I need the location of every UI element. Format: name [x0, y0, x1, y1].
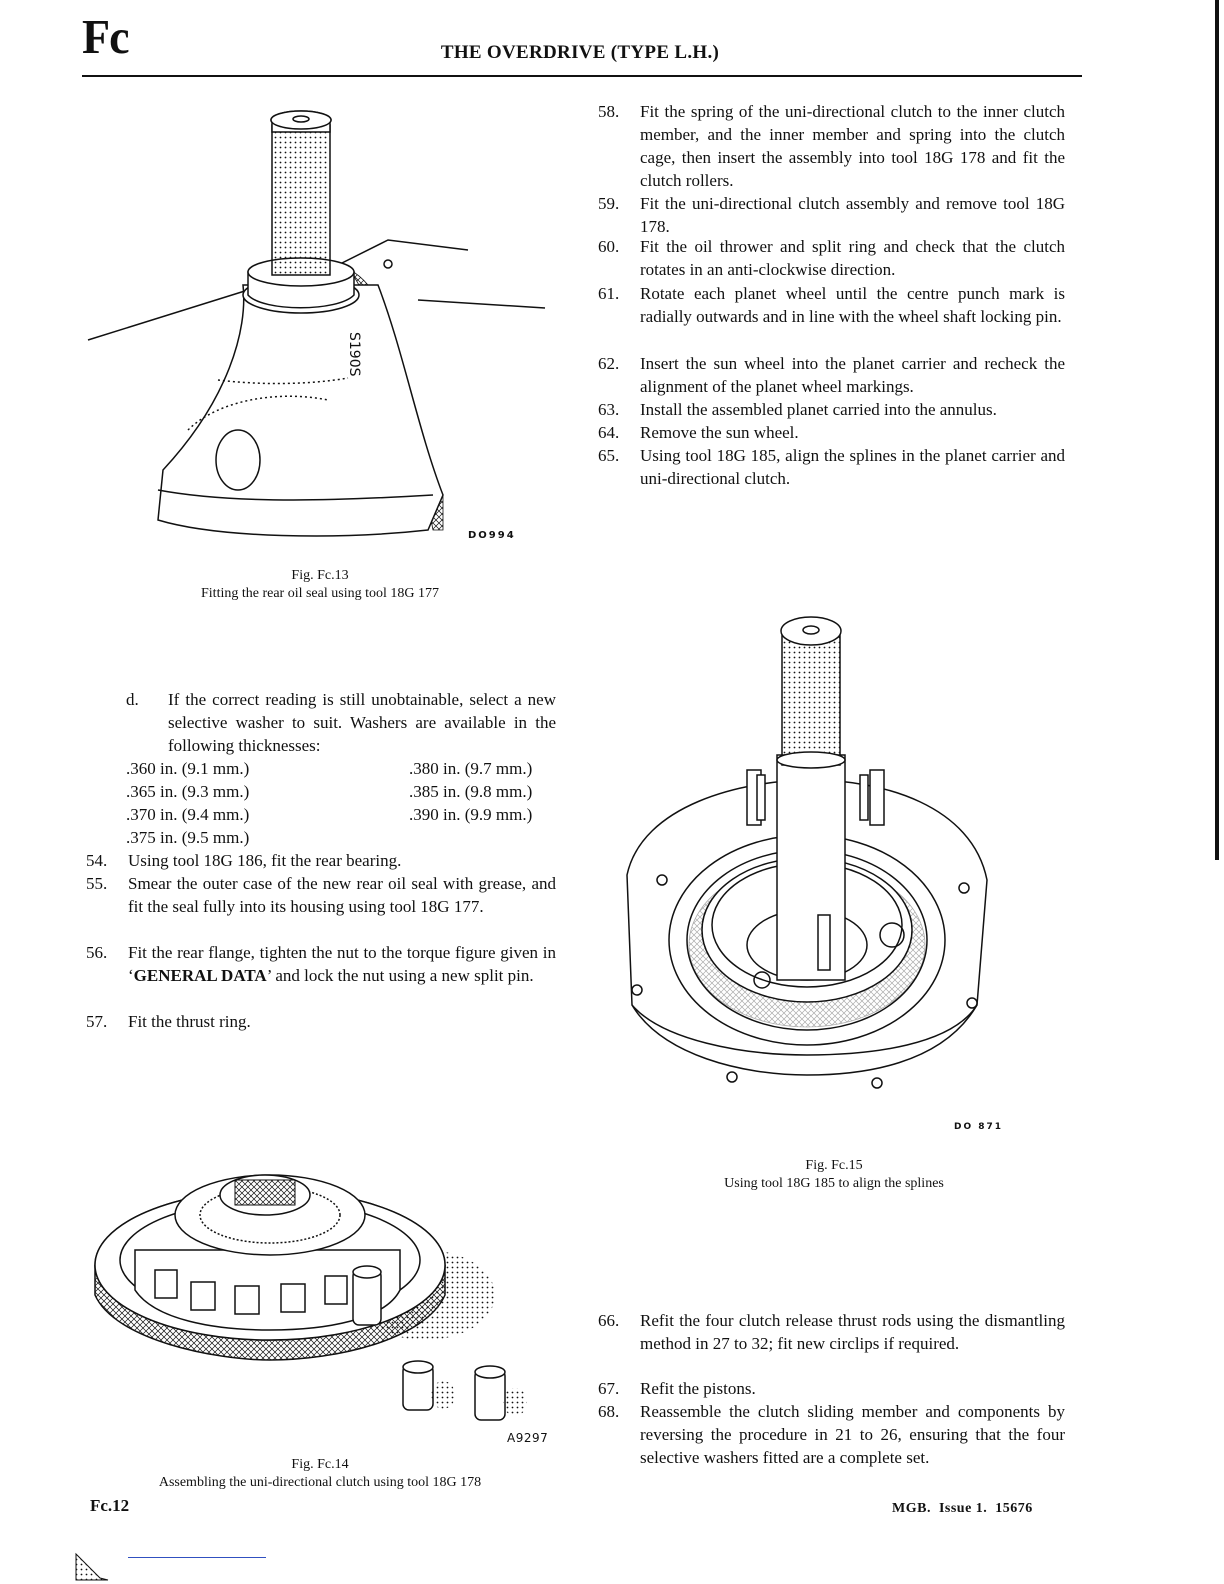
step-number: 65. — [598, 446, 620, 465]
figure-fc15-illustration — [622, 605, 992, 1125]
step-number: 64. — [598, 423, 620, 442]
step-text: Smear the outer case of the new rear oil seal with grease, and fit the seal fully into its housing using tool 18G 177. — [128, 874, 556, 916]
step-number: 61. — [598, 284, 620, 303]
step-text: Using tool 18G 185, align the splines in the planet carrier and uni-directional clutch. — [640, 446, 1065, 488]
thickness-cell: .380 in. (9.7 mm.) — [409, 759, 533, 778]
step-64 — [598, 421, 1065, 444]
table-row — [126, 780, 556, 803]
step-text: Refit the four clutch release thrust rods using the dismantling method in 27 to 32; fit new circlips if required. — [640, 1311, 1065, 1353]
step-number: 55. — [86, 874, 108, 893]
thickness-cell: .390 in. (9.9 mm.) — [409, 805, 533, 824]
figure-fc14-text: Assembling the uni-directional clutch using tool 18G 178 — [158, 1475, 482, 1490]
step-text: Insert the sun wheel into the planet carrier and recheck the alignment of the planet wheel markings. — [640, 354, 1065, 396]
step-60 — [598, 235, 1065, 281]
page-number: Fc.12 — [90, 1496, 130, 1515]
step-text: Install the assembled planet carried into the annulus. — [640, 400, 997, 419]
step-number: 63. — [598, 400, 620, 419]
figure-fc15-text: Using tool 18G 185 to align the splines — [724, 1176, 944, 1191]
step-text-part: Fit the rear flange, tighten the nut to the torque figure given in ‘ — [128, 943, 556, 985]
step-63 — [598, 398, 1065, 421]
table-row — [126, 826, 556, 849]
figure-fc13-text: Fitting the rear oil seal using tool 18G 177 — [201, 586, 439, 601]
step-number: 57. — [86, 1012, 108, 1031]
scan-corner-mark — [74, 1552, 114, 1582]
step-text: Remove the sun wheel. — [640, 423, 799, 442]
figure-fc14-title: Fig. Fc.14 — [291, 1457, 349, 1472]
thickness-cell: .375 in. (9.5 mm.) — [126, 828, 250, 847]
step-59 — [598, 192, 1065, 238]
step-text: Fit the thrust ring. — [128, 1012, 251, 1031]
thickness-cell: .385 in. (9.8 mm.) — [409, 782, 533, 801]
step-56 — [86, 941, 556, 987]
step-61 — [598, 282, 1065, 328]
table-row — [126, 757, 556, 780]
step-67 — [598, 1377, 1065, 1400]
step-text — [128, 941, 556, 987]
figure-fc14-code: A9297 — [507, 1431, 549, 1445]
step-number: 67. — [598, 1379, 620, 1398]
figure-fc13-title: Fig. Fc.13 — [291, 568, 349, 583]
part-marking: S190S — [346, 332, 362, 377]
thickness-cell — [409, 826, 556, 849]
issue-info: MGB. Issue 1. 15676 — [892, 1501, 1033, 1516]
step-d-label: d. — [126, 690, 139, 709]
thickness-cell: .370 in. (9.4 mm.) — [126, 805, 250, 824]
step-d-text: If the correct reading is still unobtainable, select a new selective washer to suit. Washers are available in the following thicknesses: — [168, 690, 556, 755]
step-65 — [598, 444, 1065, 490]
step-62 — [598, 352, 1065, 398]
step-58 — [598, 100, 1065, 192]
step-text-part: ’ and lock the nut using a new split pin. — [266, 966, 534, 985]
general-data-reference: GENERAL DATA — [133, 966, 267, 985]
step-text: Rotate each planet wheel until the centre punch mark is radially outwards and in line with the wheel shaft locking pin. — [640, 284, 1065, 326]
margin-scan-bar — [1215, 0, 1219, 860]
header-divider — [82, 75, 1082, 77]
washer-thickness-table — [126, 757, 556, 849]
step-text: Fit the spring of the uni-directional clutch to the inner clutch member, and the inner member and spring into the clutch cage, then insert the assembly into tool 18G 178 and fit the clutch rollers. — [640, 102, 1065, 190]
step-text: Fit the uni-directional clutch assembly and remove tool 18G 178. — [640, 194, 1065, 236]
figure-fc15-caption — [674, 1157, 994, 1193]
figure-fc14-illustration — [95, 1160, 515, 1460]
figure-fc14-caption — [110, 1456, 530, 1492]
page-title: THE OVERDRIVE (TYPE L.H.) — [440, 42, 720, 63]
step-number: 54. — [86, 851, 108, 870]
step-number: 59. — [598, 194, 620, 213]
thickness-cell: .360 in. (9.1 mm.) — [126, 759, 250, 778]
step-55 — [86, 872, 556, 918]
step-54 — [86, 849, 556, 872]
step-number: 66. — [598, 1311, 620, 1330]
figure-fc13-code: DO994 — [468, 530, 516, 541]
step-text: Fit the oil thrower and split ring and check that the clutch rotates in an anti-clockwise direction. — [640, 237, 1065, 279]
figure-fc13-caption — [140, 567, 500, 603]
table-row — [126, 803, 556, 826]
step-text: Using tool 18G 186, fit the rear bearing. — [128, 851, 402, 870]
step-number: 58. — [598, 102, 620, 121]
figure-fc15-title: Fig. Fc.15 — [805, 1158, 863, 1173]
step-number: 56. — [86, 943, 108, 962]
step-number: 68. — [598, 1402, 620, 1421]
section-code: Fc — [82, 9, 129, 64]
step-number: 62. — [598, 354, 620, 373]
step-number: 60. — [598, 237, 620, 256]
scan-artifact-line — [128, 1557, 266, 1558]
step-text: Reassemble the clutch sliding member and components by reversing the procedure in 21 to 26, ensuring that the four selective washers fitted are a complete set. — [640, 1402, 1065, 1467]
figure-fc15-code: DO 871 — [954, 1122, 1004, 1132]
figure-fc13-illustration — [88, 100, 558, 570]
step-d — [86, 688, 556, 757]
step-text: Refit the pistons. — [640, 1379, 756, 1398]
step-57 — [86, 1010, 556, 1033]
step-68 — [598, 1400, 1065, 1469]
thickness-cell: .365 in. (9.3 mm.) — [126, 782, 250, 801]
step-66 — [598, 1309, 1065, 1355]
